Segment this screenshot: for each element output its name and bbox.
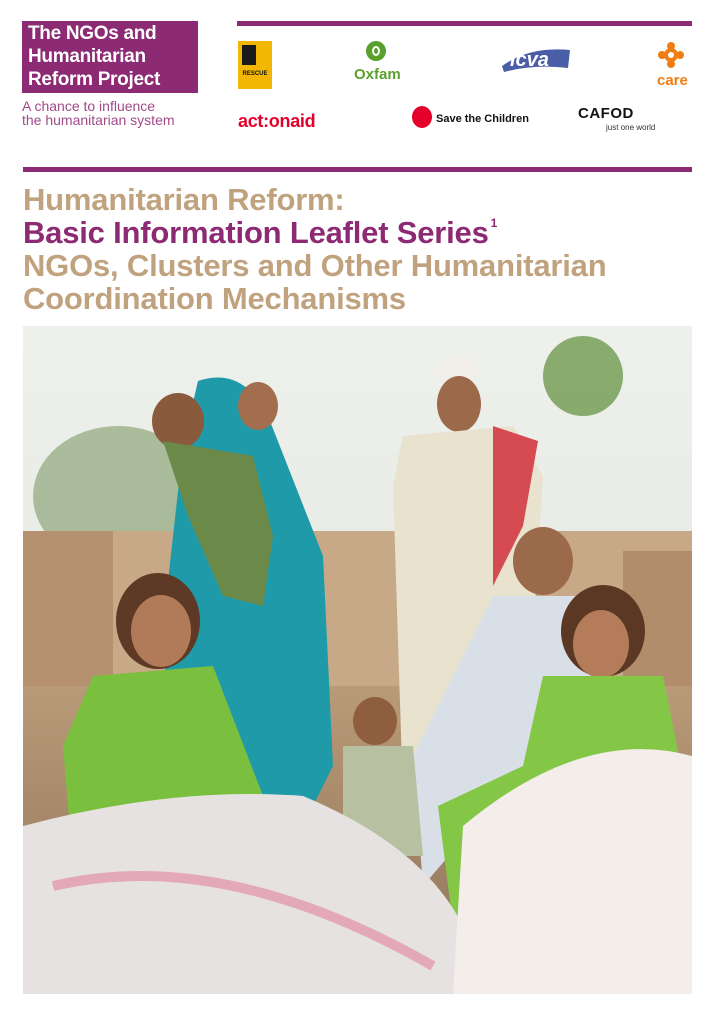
tagline-line-2: the humanitarian system xyxy=(22,112,175,128)
project-name-line-2: Humanitarian xyxy=(28,46,146,67)
icva-logo xyxy=(500,44,572,74)
title-line-1: Humanitarian Reform: xyxy=(23,182,345,217)
save-the-children-icon xyxy=(412,106,432,128)
icva-swoosh-icon xyxy=(500,44,572,74)
title-line-3: NGOs, Clusters and Other Humanitarian xyxy=(23,248,607,283)
header-rule-bottom xyxy=(23,167,692,172)
project-tagline xyxy=(22,99,175,127)
actionaid-logo-text: act:onaid xyxy=(238,111,316,131)
project-name-line-3: Reform Project xyxy=(28,69,161,90)
cafod-tagline: just one world xyxy=(606,123,656,132)
title-line-2-text: Basic Information Leaflet Series xyxy=(23,215,489,250)
irc-mark-icon xyxy=(242,45,256,65)
title-line-4: Coordination Mechanisms xyxy=(23,281,406,316)
save-the-children-logo-text: Save the Children xyxy=(436,113,529,125)
family-photo-illustration xyxy=(23,326,692,994)
project-name-line-1: The NGOs and xyxy=(28,23,157,44)
cafod-logo-text: CAFOD xyxy=(578,105,634,122)
footnote-mark: 1 xyxy=(490,216,498,230)
oxfam-logo-text: Oxfam xyxy=(354,66,401,83)
irc-logo-text: RESCUE xyxy=(242,71,268,77)
care-icon xyxy=(657,41,685,69)
tagline-line-1: A chance to influence xyxy=(22,98,156,114)
oxfam-icon xyxy=(366,41,386,61)
cover-photo xyxy=(23,326,692,994)
header-rule-top xyxy=(237,21,692,26)
project-logo xyxy=(22,21,198,93)
care-logo-text: care xyxy=(657,72,688,89)
irc-logo xyxy=(238,41,272,89)
icva-logo-text: icva xyxy=(510,49,549,71)
